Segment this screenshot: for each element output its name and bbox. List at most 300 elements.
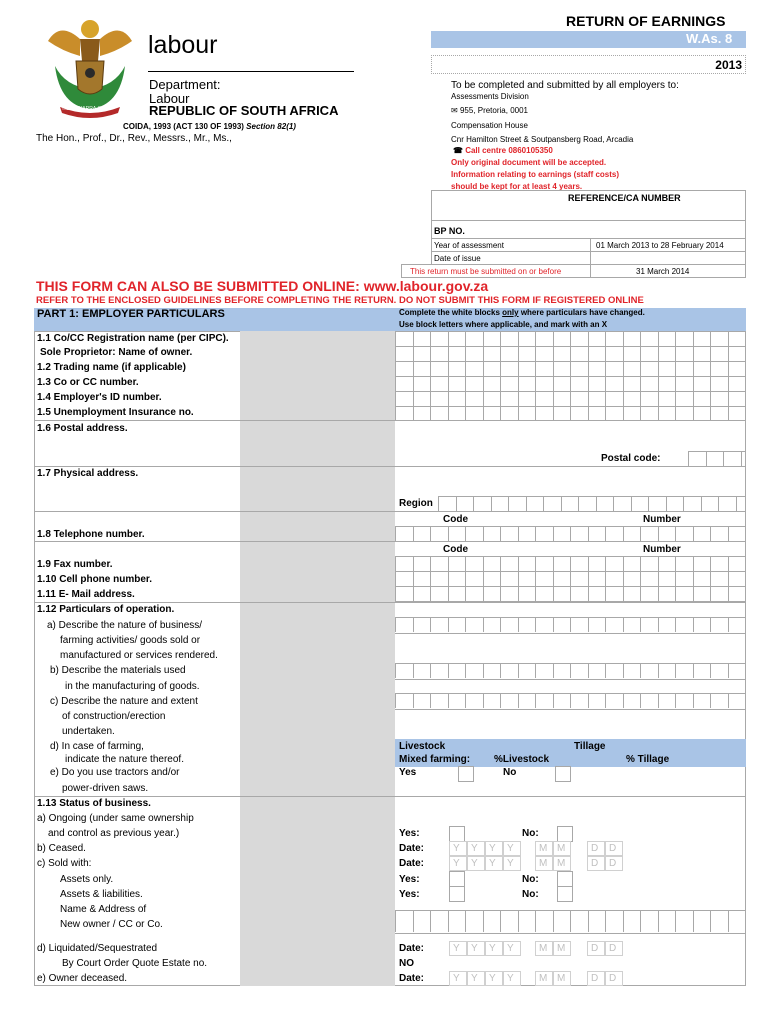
grid-vline [553,556,554,602]
grid-vline [395,331,396,420]
label-status-a2: and control as previous year.) [48,828,180,839]
grid-vline [483,526,484,541]
date-digit-box[interactable] [587,971,605,986]
ph-d-y1: Y [453,943,460,954]
grid-vline [518,617,519,632]
label-date-d: Date: [399,943,425,954]
salutation: The Hon., Prof., Dr., Rev., Messrs., Mr., Ms., [36,133,232,144]
ph-c-y1: Y [453,858,460,869]
online-banner: THIS FORM CAN ALSO BE SUBMITTED ONLINE: www.labour.gov.za [36,278,489,294]
grid-vline [448,617,449,632]
ph-d-m1: M [539,943,548,954]
checkbox-c2-yes[interactable] [449,886,465,902]
grid-vline [710,910,711,932]
label-no-e: No [503,767,517,778]
label-status-c2: Assets & liabilities. [60,889,143,900]
grid-vline [605,910,606,932]
label-b1: b) Describe the materials used [50,665,186,676]
grid-vline [465,617,466,632]
year-value: 01 March 2013 to 28 February 2014 [596,241,724,250]
grid-vline [553,331,554,420]
grid-vline [483,556,484,602]
label-status-d2: By Court Order Quote Estate no. [62,958,208,969]
instr-line2: Assessments Division [451,92,529,101]
grid-vline [640,910,641,932]
grid-vline [570,663,571,678]
grid-vline [623,693,624,708]
label-c1: c) Describe the nature and extent [50,696,198,707]
grid-vline [683,496,684,511]
grid-vline [605,526,606,541]
grid-vline [518,693,519,708]
grid-vline [500,910,501,932]
grid-postal-code[interactable] [688,451,746,467]
grid-vline [710,663,711,678]
ref-outer [401,264,746,278]
dept-line3: REPUBLIC OF SOUTH AFRICA [149,103,339,118]
grid-vline [658,556,659,602]
act-ref: COIDA, 1993 (ACT 130 OF 1993) Section 82(1) [123,122,296,131]
instr-line9: should be kept for at least 4 years. [451,182,583,191]
date-digit-box[interactable] [553,941,571,956]
label-1-2: 1.2 Trading name (if applicable) [37,362,186,373]
instr-line3: ✉ 955, Pretoria, 0001 [451,106,528,115]
date-digit-box[interactable] [503,841,521,856]
grid-vline [745,910,746,932]
grid-vline [500,617,501,632]
label-1-11: 1.11 E- Mail address. [37,589,135,600]
label-status-c1: Assets only. [60,874,114,885]
grid-vline [430,617,431,632]
grid-vline [736,496,737,511]
grid-vline [570,910,571,932]
grid-vline [658,526,659,541]
label-yes-e: Yes [399,767,417,778]
grid-vline [728,617,729,632]
label-1-12: 1.12 Particulars of operation. [37,604,175,615]
grid-vline [745,693,746,708]
grid-vline [413,663,414,678]
grid-vline [623,331,624,420]
ph-e-d1: D [591,973,599,984]
ph-e-y1: Y [453,973,460,984]
label-c2: of construction/erection [62,711,166,722]
date-digit-box[interactable] [553,841,571,856]
ref-line1 [431,238,746,239]
envelope-icon: ✉ [451,106,458,115]
grid-vline [430,526,431,541]
grid-vline [561,496,562,511]
grid-vline [395,693,396,708]
date-digit-box[interactable] [467,941,485,956]
label-pct-livestock: %Livestock [494,754,550,765]
ph-e-m1: M [539,973,548,984]
ph-e-y2: Y [471,973,478,984]
grid-vline [413,910,414,932]
label-1-8: 1.8 Telephone number. [37,529,145,540]
grid-vline [553,526,554,541]
grid-vline [430,331,431,420]
grid-vline [640,556,641,602]
grid-vline [430,556,431,602]
label-status-a1: a) Ongoing (under same ownership [37,813,194,824]
instr-line1: To be completed and submitted by all employers to: [451,80,679,91]
grid-vline [693,663,694,678]
label-1-4: 1.4 Employer's ID number. [37,392,162,403]
logo-block [38,11,365,121]
grid-vline [570,331,571,420]
ph-d-y2: Y [471,943,478,954]
form-year: 2013 [715,58,742,72]
grid-vline [535,910,536,932]
ph-d-m2: M [557,943,566,954]
logo-rule [148,71,354,72]
grid-vline [448,556,449,602]
grid-vline [728,663,729,678]
grid-vline [701,496,702,511]
phone-icon: ☎ [453,146,463,155]
grid-vline [706,451,707,466]
grid-vline [430,663,431,678]
label-no-a: No: [522,828,539,839]
ph-b-m2: M [557,843,566,854]
grid-vline [588,693,589,708]
grid-vline [675,693,676,708]
grid-vline [570,693,571,708]
grid-vline [438,496,439,511]
label-d2: indicate the nature thereof. [65,754,184,765]
grid-vline [658,693,659,708]
label-d1: d) In case of farming, [50,741,144,752]
date-digit-box[interactable] [467,971,485,986]
date-digit-box[interactable] [535,941,553,956]
grid-vline [570,526,571,541]
grid-vline [465,331,466,420]
instr-line7: Only original document will be accepted. [451,158,607,167]
date-digit-box[interactable] [535,856,553,871]
ph-c-d1: D [591,858,599,869]
date-digit-box[interactable] [449,856,467,871]
grid-vline [535,617,536,632]
label-a2: farming activities/ goods sold or [60,635,201,646]
grid-vline [605,693,606,708]
grid-vline [465,526,466,541]
date-digit-box[interactable] [605,841,623,856]
label-status-c: c) Sold with: [37,858,92,869]
date-digit-box[interactable] [587,856,605,871]
grid-vline [658,331,659,420]
grid-vline [500,693,501,708]
grid-vline [693,331,694,420]
date-digit-box[interactable] [485,941,503,956]
ph-e-y3: Y [489,973,496,984]
date-digit-box[interactable] [449,841,467,856]
grid-vline [413,556,414,602]
ph-e-y4: Y [507,973,514,984]
grid-vline [693,526,694,541]
divider-1-6 [34,420,746,421]
label-number-1: Number [643,514,681,525]
date-digit-box[interactable] [503,941,521,956]
grid-vline [745,331,746,420]
label-region: Region [399,498,433,509]
ph-c-y2: Y [471,858,478,869]
part1-note1: Complete the white blocks only where particulars have changed. [399,308,645,317]
grid-vline [588,617,589,632]
dept-line1: Department: [149,77,221,92]
grid-vline [535,693,536,708]
grid-vline [658,663,659,678]
ph-b-d1: D [591,843,599,854]
grid-vline [448,910,449,932]
issue-label: Date of issue [434,254,481,263]
label-number-2: Number [643,544,681,555]
ref-left [431,190,432,264]
grid-vline [675,910,676,932]
part1-title: PART 1: EMPLOYER PARTICULARS [37,308,225,320]
grid-vline [448,693,449,708]
label-no-c2: No: [522,889,539,900]
label-date-c: Date: [399,858,425,869]
grid-vline [745,556,746,602]
grid-vline [413,693,414,708]
date-digit-box[interactable] [553,971,571,986]
date-digit-box[interactable] [605,856,623,871]
date-digit-box[interactable] [485,856,503,871]
ph-c-y4: Y [507,858,514,869]
date-digit-box[interactable] [587,841,605,856]
grid-vline [640,331,641,420]
grid-vline [430,910,431,932]
grid-vline [675,556,676,602]
part1-note2: Use block letters where applicable, and mark with an X [399,320,608,329]
ref-right [745,190,746,264]
grid-vline [448,331,449,420]
grid-vline [640,617,641,632]
checkbox-e-no[interactable] [555,766,571,782]
grid-vline [518,526,519,541]
grid-vline [588,331,589,420]
checkbox-c1-yes[interactable] [449,871,465,887]
checkbox-a-yes[interactable] [449,826,465,842]
grid-vline [623,526,624,541]
grid-vline [518,910,519,932]
divider-1-13 [34,796,746,797]
date-digit-box[interactable] [605,941,623,956]
grid-vline [518,663,519,678]
label-status-c4: New owner / CC or Co. [60,919,163,930]
grid-vline [508,496,509,511]
grid-vline [500,663,501,678]
ph-b-y1: Y [453,843,460,854]
grid-vline [658,617,659,632]
label-code-2: Code [443,544,468,555]
grid-vline [456,496,457,511]
label-1-1b: Sole Proprietor: Name of owner. [40,347,193,358]
checkbox-c2-no[interactable] [557,886,573,902]
label-yes-c1: Yes: [399,874,420,885]
date-digit-box[interactable] [467,841,485,856]
grid-vline [623,556,624,602]
grid-vline [483,331,484,420]
grid-vline [728,556,729,602]
label-b2: in the manufacturing of goods. [65,681,200,692]
ph-b-m1: M [539,843,548,854]
date-digit-box[interactable] [485,971,503,986]
grid-vline [613,496,614,511]
form-title: RETURN OF EARNINGS [566,13,726,29]
grid-vline [623,617,624,632]
label-1-7: 1.7 Physical address. [37,468,139,479]
grid-vline [526,496,527,511]
date-digit-box[interactable] [485,841,503,856]
date-digit-box[interactable] [503,856,521,871]
grid-vline [631,496,632,511]
ref-line2 [431,251,746,252]
grid-vline [553,910,554,932]
year-box [431,55,746,74]
grid-vline [688,451,689,466]
instr-line5: Cnr Hamilton Street & Soutpansberg Road, Arcadia [451,135,634,144]
grid-vline [395,617,396,632]
grid-vline [605,663,606,678]
grid-vline [728,693,729,708]
date-digit-box[interactable] [553,856,571,871]
date-digit-box[interactable] [449,941,467,956]
date-digit-box[interactable] [449,971,467,986]
ph-c-y3: Y [489,858,496,869]
grid-vline [500,331,501,420]
grid-vline [483,663,484,678]
grid-vline [693,556,694,602]
grid-vline [741,451,742,466]
label-1-10: 1.10 Cell phone number. [37,574,153,585]
grid-vline [448,526,449,541]
ph-d-y4: Y [507,943,514,954]
grid-vline [710,693,711,708]
ph-d-d1: D [591,943,599,954]
grid-vline [395,556,396,602]
ph-e-d2: D [609,973,617,984]
grid-vline [500,556,501,602]
checkbox-c1-no[interactable] [557,871,573,887]
grid-vline [675,617,676,632]
ph-b-y3: Y [489,843,496,854]
grid-vline [596,496,597,511]
instr-line8: Information relating to earnings (staff costs) [451,170,620,179]
grid-vline [535,331,536,420]
grid-vline [553,693,554,708]
label-mixed: Mixed farming: [399,754,471,765]
grid-vline [518,556,519,602]
label-1-9: 1.9 Fax number. [37,559,113,570]
grid-vline [693,693,694,708]
grid-vline [710,556,711,602]
grid-vline [605,556,606,602]
grid-vline [483,693,484,708]
grid-vline [588,663,589,678]
grid-vline [465,663,466,678]
grid-vline [518,331,519,420]
grid-vline [675,663,676,678]
date-digit-box[interactable] [467,856,485,871]
label-c3: undertaken. [62,726,115,737]
checkbox-a-no[interactable] [557,826,573,842]
year-label: Year of assessment [434,241,504,250]
grid-vline [578,496,579,511]
grid-vline [465,556,466,602]
grid-vline [728,910,729,932]
label-a1: a) Describe the nature of business/ [47,620,203,631]
bp-no-label: BP NO. [434,226,465,236]
reference-label: REFERENCE/CA NUMBER [568,193,681,203]
grid-vline [500,526,501,541]
grid-vline [648,496,649,511]
grid-vline [413,526,414,541]
return-label: This return must be submitted on or before [410,267,562,276]
date-digit-box[interactable] [535,841,553,856]
grid-vline [553,617,554,632]
grid-vline [710,331,711,420]
reference-box [431,190,746,221]
date-digit-box[interactable] [535,971,553,986]
grid-vline [605,617,606,632]
date-digit-box[interactable] [605,971,623,986]
coat-motto: !KE E: /XARRA //KE [62,106,107,112]
label-status-e: e) Owner deceased. [37,973,128,984]
grid-vline [543,496,544,511]
grid-vline [483,910,484,932]
grid-vline [745,526,746,541]
ph-c-m1: M [539,858,548,869]
grid-vline [658,910,659,932]
grid-vline [395,526,396,541]
form-code: W.As. 8 [686,31,733,46]
grid-vline [413,331,414,420]
label-1-6: 1.6 Postal address. [37,423,128,434]
label-a3: manufactured or services rendered. [60,650,218,661]
label-date-b: Date: [399,843,425,854]
grid-vline [675,331,676,420]
grid-vline [693,617,694,632]
grid-vline [666,496,667,511]
coat-of-arms-icon [40,11,140,119]
grid-vline [728,526,729,541]
label-yes-c2: Yes: [399,889,420,900]
checkbox-e-yes[interactable] [458,766,474,782]
grid-vline [535,556,536,602]
ph-b-y2: Y [471,843,478,854]
grid-vline [535,663,536,678]
grid-vline [675,526,676,541]
ph-c-d2: D [609,858,617,869]
label-status-b: b) Ceased. [37,843,86,854]
label-e2: power-driven saws. [62,783,149,794]
grid-vline [395,663,396,678]
grid-vline [535,526,536,541]
date-digit-box[interactable] [587,941,605,956]
date-digit-box[interactable] [503,971,521,986]
grid-vline [728,331,729,420]
grid-vline [588,526,589,541]
ph-b-y4: Y [507,843,514,854]
label-postal-code: Postal code: [601,453,661,464]
label-livestock: Livestock [399,741,446,752]
grid-vline [640,526,641,541]
label-status-c3: Name & Address of [60,904,147,915]
instr-line4: Compensation House [451,121,528,130]
grid-vline [623,663,624,678]
